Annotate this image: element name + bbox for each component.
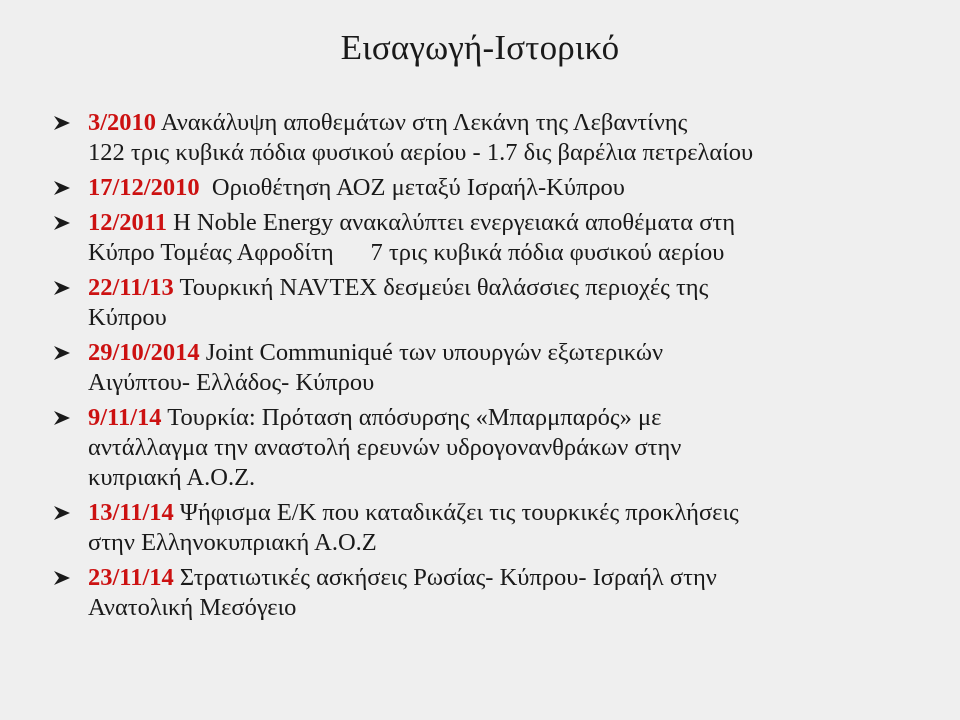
arrowhead-bullet-icon bbox=[54, 216, 70, 230]
item-text: Κύπρου bbox=[88, 304, 167, 331]
item-line bbox=[88, 403, 934, 433]
item-text: Joint Communiqué των υπουργών εξωτερικών bbox=[199, 339, 664, 366]
item-date: 3/2010 bbox=[88, 109, 157, 136]
item-text: Οριοθέτηση ΑΟΖ μεταξύ Ισραήλ-Κύπρου bbox=[199, 174, 625, 201]
arrowhead-bullet-icon bbox=[54, 346, 70, 360]
item-text: Αιγύπτου- Ελλάδος- Κύπρου bbox=[88, 369, 375, 396]
item-text: Ανακάλυψη αποθεμάτων στη Λεκάνη της Λεβαντίνης bbox=[156, 109, 688, 136]
item-text: αντάλλαγμα την αναστολή ερευνών υδρογονανθράκων στην bbox=[88, 434, 682, 461]
item-line bbox=[88, 338, 934, 368]
list-item bbox=[54, 273, 934, 333]
arrowhead-bullet-icon bbox=[54, 116, 70, 130]
item-text: 122 τρις κυβικά πόδια φυσικού αερίου - 1.7 δις βαρέλια πετρελαίου bbox=[88, 139, 754, 166]
item-text: Τουρκία: Πρόταση απόσυρσης «Μπαρμπαρός» με bbox=[161, 404, 662, 431]
list-item bbox=[54, 208, 934, 268]
item-line bbox=[88, 563, 934, 593]
item-date: 23/11/14 bbox=[88, 564, 174, 591]
arrowhead-bullet-icon bbox=[54, 281, 70, 295]
arrowhead-bullet-icon bbox=[54, 506, 70, 520]
slide-title: Εισαγωγή-Ιστορικό bbox=[340, 28, 620, 67]
arrowhead-bullet-icon bbox=[54, 411, 70, 425]
item-date: 22/11/13 bbox=[88, 274, 174, 301]
arrowhead-bullet-icon bbox=[54, 571, 70, 585]
item-text: Ανατολική Μεσόγειο bbox=[88, 594, 297, 621]
list-item bbox=[54, 338, 934, 398]
item-text: Στρατιωτικές ασκήσεις Ρωσίας- Κύπρου- Ισραήλ στην bbox=[173, 564, 717, 591]
item-line bbox=[88, 108, 934, 138]
item-date: 13/11/14 bbox=[88, 499, 174, 526]
item-line bbox=[88, 208, 934, 238]
list-item bbox=[54, 498, 934, 558]
item-line bbox=[88, 273, 934, 303]
list-item bbox=[54, 403, 934, 493]
item-date: 17/12/2010 bbox=[88, 174, 200, 201]
item-line bbox=[88, 498, 934, 528]
item-text: Κύπρο Τομέας Αφροδίτη 7 τρις κυβικά πόδια φυσικού αερίου bbox=[88, 239, 725, 266]
bullet-list bbox=[54, 108, 934, 628]
arrowhead-bullet-icon bbox=[54, 181, 70, 195]
item-date: 12/2011 bbox=[88, 209, 167, 236]
item-date: 9/11/14 bbox=[88, 404, 162, 431]
item-text: κυπριακή Α.Ο.Ζ. bbox=[88, 464, 256, 491]
item-text: στην Ελληνοκυπριακή Α.Ο.Ζ bbox=[88, 529, 377, 556]
list-item bbox=[54, 108, 934, 168]
list-item bbox=[54, 563, 934, 623]
item-line bbox=[88, 173, 934, 203]
item-date: 29/10/2014 bbox=[88, 339, 200, 366]
item-text: Η Noble Energy ανακαλύπτει ενεργειακά αποθέματα στη bbox=[166, 209, 736, 236]
item-text: Τουρκική NAVTEX δεσμεύει θαλάσσιες περιοχές της bbox=[173, 274, 709, 301]
item-text: Ψήφισμα Ε/Κ που καταδικάζει τις τουρκικές προκλήσεις bbox=[173, 499, 739, 526]
list-item bbox=[54, 173, 934, 203]
